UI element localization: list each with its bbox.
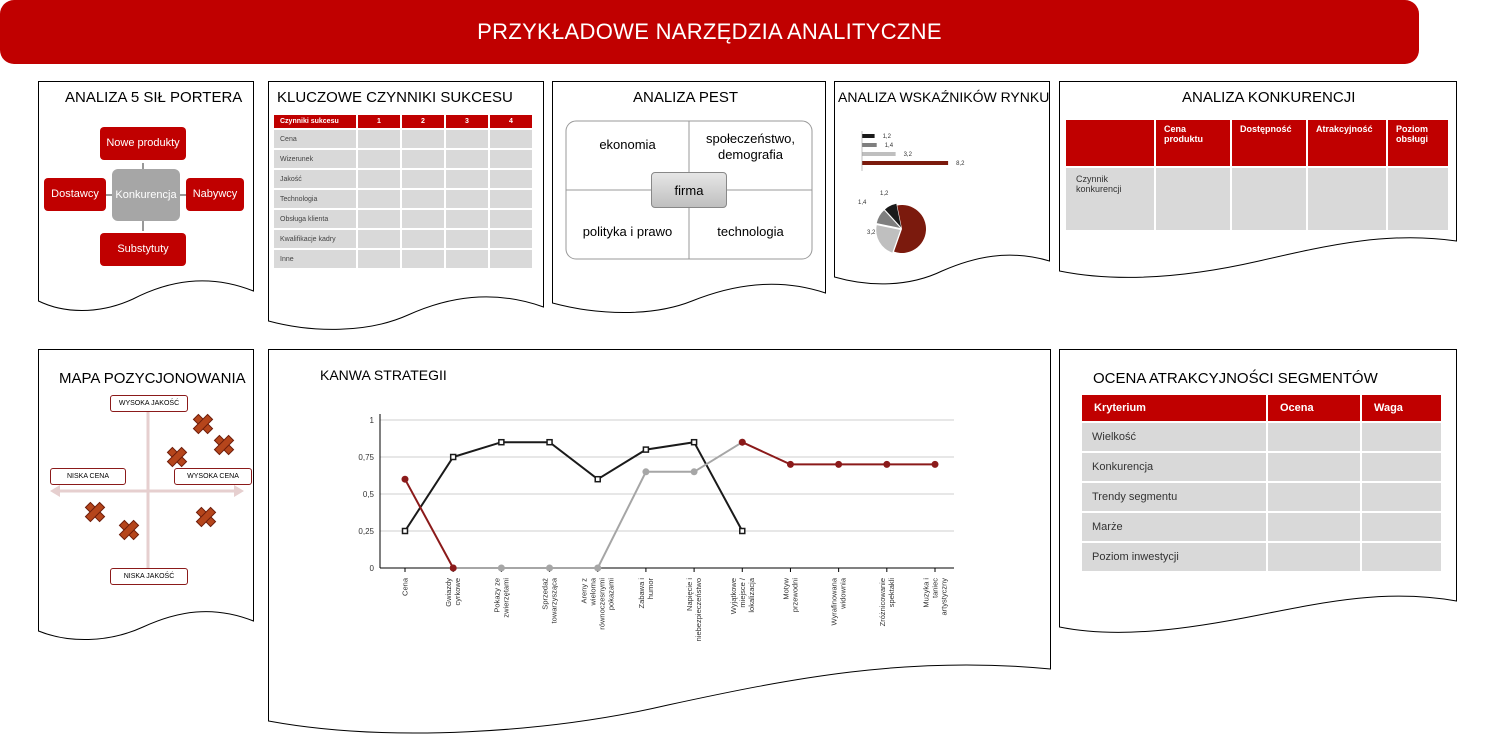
competition-header: Dostępność [1232,120,1306,166]
positioning-card [38,349,254,643]
competitor-marker [163,443,191,471]
competitor-marker [192,503,220,531]
label-high-quality: WYSOKA JAKOŚĆ [110,395,188,412]
porter-new-products: Nowe produkty [100,127,186,160]
segments-row-label: Wielkość [1082,423,1266,451]
y-tick-label: 0,25 [358,527,374,536]
table-row [274,190,532,208]
data-point [499,440,504,445]
market-bar-label: 1,2 [882,134,891,140]
ksf-row-label: Wizerunek [274,150,356,168]
pest-technology: technologia [717,224,784,239]
competitor-marker [189,410,217,438]
table-row [274,250,532,268]
market-bar-label: 1,4 [884,143,894,149]
x-tick-label: Zróżnicowaniespektakli [877,578,896,627]
x-tick-label: Cena [400,578,410,596]
competitor-marker [115,516,143,544]
x-tick-label: Gwiazdycyrkowe [444,578,463,607]
competition-header: Atrakcyjność [1308,120,1386,166]
data-point [498,565,505,572]
market-bar [862,143,877,147]
competition-table [1064,118,1450,232]
pest-society: społeczeństwo, demografia [706,131,795,163]
ksf-table [272,113,534,270]
competitor-marker [81,498,109,526]
label-high-price: WYSOKA CENA [174,468,252,485]
ksf-card [268,81,544,335]
data-point [692,440,697,445]
data-point [739,439,746,446]
y-tick-label: 0,5 [362,490,374,499]
competition-title: ANALIZA KONKURENCJI [1182,89,1356,106]
x-tick-label: Muzyka itaniecartystyczny [921,578,949,616]
competition-header [1066,120,1154,166]
ksf-header: 1 [358,115,400,128]
data-point [691,468,698,475]
competitor-marker [210,431,238,459]
table-row [274,210,532,228]
competition-card [1059,81,1457,291]
porter-substitutes: Substytuty [100,233,186,266]
table-row [1082,453,1441,481]
x-tick-label: Areny zwielomarównoczesnymipokazami [579,578,616,630]
data-point [787,461,794,468]
segments-header: Waga [1362,395,1441,421]
strategy-card [268,349,1051,745]
data-point [451,455,456,460]
pest-politics: polityka i prawo [582,224,673,239]
data-point [643,447,648,452]
x-tick-label: Wyjątkowemiejsce /lokalizacja [728,578,756,615]
data-point [932,461,939,468]
x-tick-label: Sprzedażtowarzysząca [540,578,559,624]
porter-suppliers: Dostawcy [44,178,106,211]
ksf-header: 2 [402,115,444,128]
porter-competition: Konkurencja [112,169,180,221]
market-bar [862,134,875,138]
data-point [740,529,745,534]
market-pie-slice [894,205,926,253]
label-low-price: NISKA CENA [50,468,126,485]
market-bar [862,152,896,156]
y-tick-label: 0 [369,564,374,573]
x-tick-label: Pokazy zezwierzętami [492,578,511,618]
table-row [1082,483,1441,511]
market-pie-label: 1,2 [880,191,889,197]
segments-title: OCENA ATRAKCYJNOŚCI SEGMENTÓW [1093,370,1378,387]
data-point [546,565,553,572]
market-bar-label: 3,2 [903,152,912,158]
porter-card [38,81,254,315]
ksf-header: 3 [446,115,488,128]
table-row [1082,543,1441,571]
ksf-row-label: Cena [274,130,356,148]
ksf-row-label: Obsługa klienta [274,210,356,228]
data-point [642,468,649,475]
table-row [274,230,532,248]
table-row [1082,513,1441,541]
ksf-row-label: Technologia [274,190,356,208]
segments-header: Kryterium [1082,395,1266,421]
table-row [1066,168,1448,230]
data-point [450,565,457,572]
pest-card [552,81,826,315]
pest-title: ANALIZA PEST [633,89,739,106]
market-card [834,81,1050,289]
label-low-quality: NISKA JAKOŚĆ [110,568,188,585]
segments-table [1080,393,1443,573]
data-point [403,529,408,534]
data-point [547,440,552,445]
porter-buyers: Nabywcy [186,178,244,211]
y-tick-label: 0,75 [358,453,374,462]
x-tick-label: Zabawa ihumor [636,578,655,609]
table-row [1082,423,1441,451]
competition-header: Poziom obsługi [1388,120,1448,166]
data-point [835,461,842,468]
table-row [274,130,532,148]
ksf-row-label: Jakość [274,170,356,188]
market-title: ANALIZA WSKAŹNIKÓW RYNKU [838,89,1050,105]
positioning-title: MAPA POZYCJONOWANIA [59,370,246,387]
data-point [402,476,409,483]
ksf-title: KLUCZOWE CZYNNIKI SUKCESU [277,89,513,106]
data-point [883,461,890,468]
competition-header: Cena produktu [1156,120,1230,166]
market-bar [862,161,948,165]
porter-title: ANALIZA 5 SIŁ PORTERA [65,89,243,106]
segments-row-label: Trendy segmentu [1082,483,1266,511]
market-pie-label: 3,2 [867,230,876,236]
x-tick-label: Wyrafinowanawidownia [829,578,848,626]
segments-row-label: Marże [1082,513,1266,541]
table-row [274,150,532,168]
x-tick-label: Napięcie iniebezpieczeństwo [685,578,704,642]
ksf-header: 4 [490,115,532,128]
segments-row-label: Konkurencja [1082,453,1266,481]
page-title: PRZYKŁADOWE NARZĘDZIA ANALITYCZNE [0,0,1419,64]
pest-company: firma [651,172,727,208]
series-line [453,442,742,568]
data-point [595,477,600,482]
strategy-line-chart [268,349,1051,745]
segments-header: Ocena [1268,395,1360,421]
ksf-row-label: Inne [274,250,356,268]
y-tick-label: 1 [369,416,374,425]
segments-row-label: Poziom inwestycji [1082,543,1266,571]
segments-card [1059,349,1457,639]
ksf-row-label: Kwalifikacje kadry [274,230,356,248]
market-pie-label: 1,4 [858,200,867,206]
market-bar-chart [834,81,1050,289]
x-tick-label: Motywprzewodni [781,578,800,613]
strategy-title: KANWA STRATEGII [320,367,447,383]
market-bar-label: 8,2 [956,161,965,167]
competition-row-label: Czynnik konkurencji [1066,168,1154,230]
ksf-header: Czynniki sukcesu [274,115,356,128]
data-point [594,565,601,572]
table-row [274,170,532,188]
pest-economy: ekonomia [599,137,656,152]
